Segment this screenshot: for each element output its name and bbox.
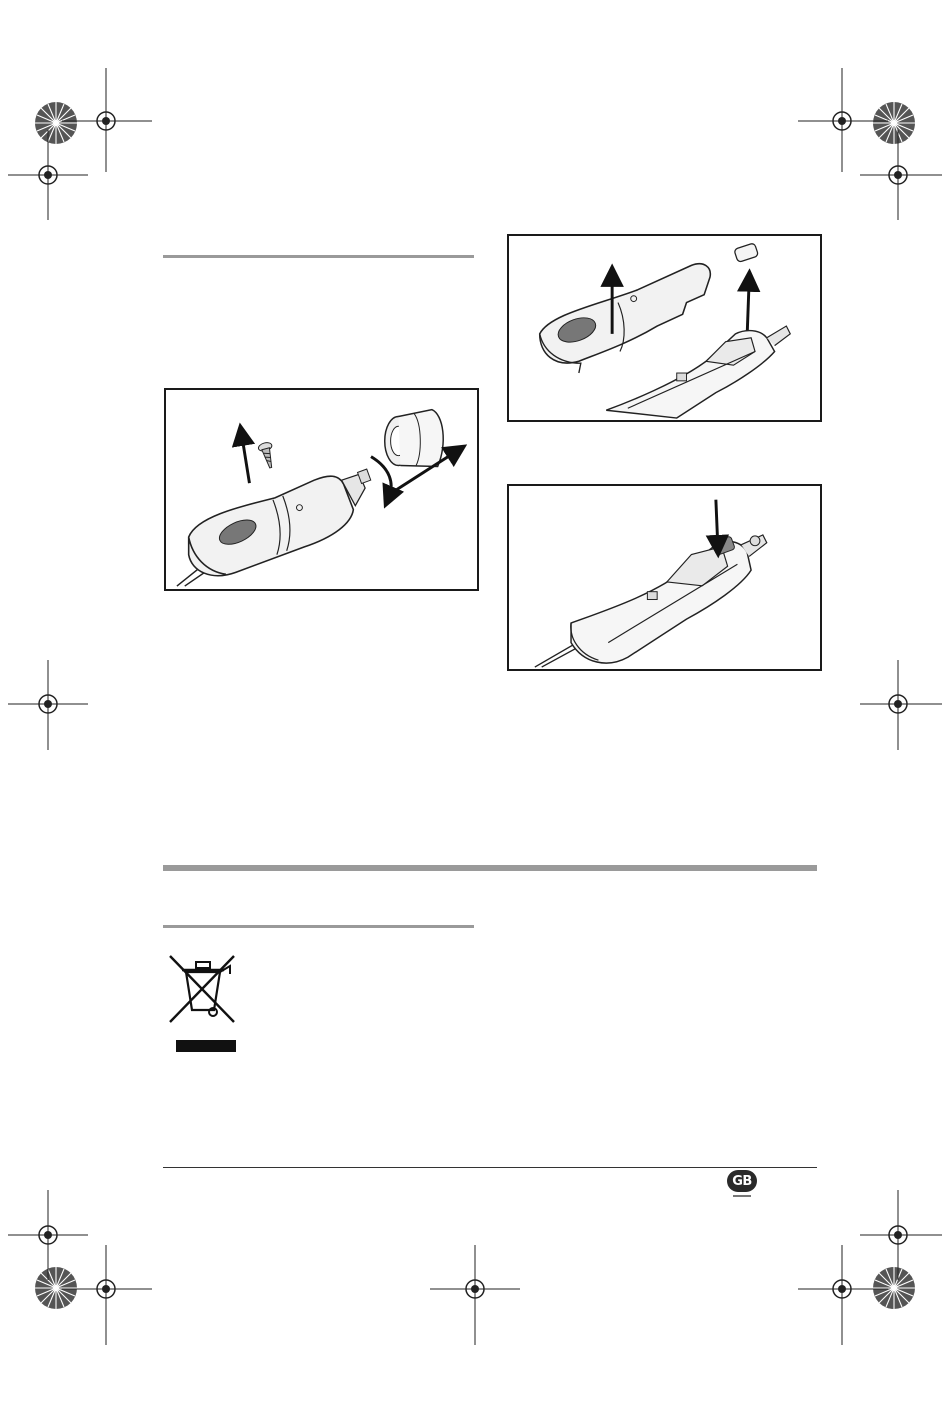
language-badge: GB	[727, 1170, 757, 1192]
crosshair-mark-icon	[8, 130, 88, 220]
crosshair-mark-icon	[8, 660, 88, 750]
section-rule	[163, 255, 474, 258]
crosshair-mark-icon	[860, 660, 942, 750]
crossed-out-wheelie-bin-icon	[164, 950, 242, 1056]
figure-cover-fuse-removal	[507, 234, 822, 422]
crosshair-mark-icon	[798, 1245, 888, 1345]
crosshair-mark-icon	[860, 130, 942, 220]
badge-underline	[733, 1195, 751, 1197]
figure-screw-removal	[164, 388, 479, 591]
plug-cover-and-fuse-removal-illustration	[509, 236, 820, 420]
footer-rule	[163, 1167, 817, 1168]
fuse-insertion-illustration	[509, 486, 820, 669]
section-divider	[163, 865, 817, 871]
crosshair-mark-icon	[430, 1245, 520, 1345]
crosshair-mark-icon	[62, 1245, 152, 1345]
section-rule	[163, 925, 474, 928]
plug-screw-removal-illustration	[166, 390, 477, 589]
figure-fuse-insertion	[507, 484, 822, 671]
